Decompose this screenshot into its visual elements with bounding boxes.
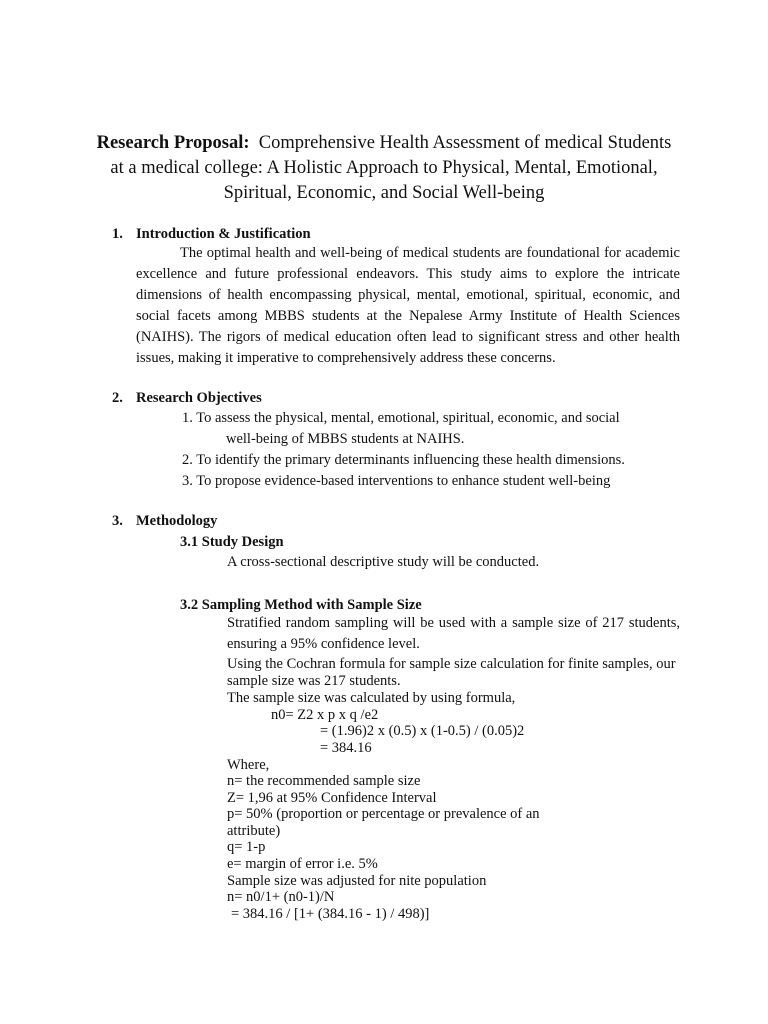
- subsection-heading-study-design: 3.1 Study Design: [180, 534, 284, 550]
- definition-p: p= 50% (proportion or percentage or prevalence of an: [227, 806, 540, 822]
- formula-line-4: n= n0/1+ (n0-1)/N: [227, 889, 335, 905]
- formula-line-5: = 384.16 / [1+ (384.16 - 1) / 498)]: [231, 906, 430, 922]
- definition-e: e= margin of error i.e. 5%: [227, 856, 378, 872]
- definition-p-continued: attribute): [227, 823, 281, 839]
- objective-item-2: 2. To identify the primary determinants influencing these health dimensions.: [182, 452, 625, 468]
- adjusted-sample-text: Sample size was adjusted for nite population: [227, 873, 487, 889]
- subsection-heading-sampling: 3.2 Sampling Method with Sample Size: [180, 597, 422, 613]
- section-heading-text: Research Objectives: [136, 390, 262, 406]
- sampling-paragraph-1: Stratified random sampling will be used with a sample size of 217 students, ensuring a 95% confidence level.: [227, 615, 680, 652]
- section-number: 1.: [112, 226, 123, 242]
- section-heading-objectives: [112, 388, 262, 408]
- section-heading-methodology: [112, 511, 217, 531]
- objective-item-1-continued: well-being of MBBS students at NAIHS.: [226, 431, 465, 447]
- document-title: [88, 131, 680, 206]
- section-heading-introduction: [112, 224, 311, 244]
- title-text: Comprehensive Health Assessment of medical Students at a medical college: A Holistic Approach to Physical, Mental, Emotional, Spiritual, Economic, and Social Well-being: [110, 133, 672, 203]
- section-number: 2.: [112, 390, 123, 406]
- introduction-paragraph: The optimal health and well-being of medical students are foundational for academic excellence and future professional endeavors. This study aims to explore the intricate dimensions of health encompassing physical, mental, emotional, spiritual, economic, and social facets among MBBS students at the Nepalese Army Institute of Health Sciences (NAIHS). The rigors of medical education often lead to significant stress and other health issues, making it imperative to comprehensively address these concerns.: [136, 245, 680, 366]
- section-number: 3.: [112, 513, 123, 529]
- definition-z: Z= 1,96 at 95% Confidence Interval: [227, 790, 437, 806]
- title-label: Research Proposal:: [96, 133, 250, 153]
- definition-q: q= 1-p: [227, 839, 266, 855]
- definition-n: n= the recommended sample size: [227, 773, 421, 789]
- study-design-text: A cross-sectional descriptive study will be conducted.: [227, 554, 540, 570]
- objective-item-1: 1. To assess the physical, mental, emotional, spiritual, economic, and social: [182, 410, 620, 426]
- formula-line-2: = (1.96)2 x (0.5) x (1-0.5) / (0.05)2: [320, 723, 525, 739]
- objectives-list: [182, 408, 662, 492]
- sampling-paragraph-3: The sample size was calculated by using formula,: [227, 690, 516, 706]
- sampling-paragraph-2: Using the Cochran formula for sample size calculation for finite samples, our sample size was 217 students.: [227, 656, 676, 689]
- section-heading-text: Introduction & Justification: [136, 226, 311, 242]
- formula-line-3: = 384.16: [320, 740, 372, 756]
- formula-line-1: n0= Z2 x p x q /e2: [271, 707, 379, 723]
- section-heading-text: Methodology: [136, 513, 218, 529]
- objective-item-3: 3. To propose evidence-based interventions to enhance student well-being: [182, 473, 611, 489]
- where-label: Where,: [227, 757, 270, 773]
